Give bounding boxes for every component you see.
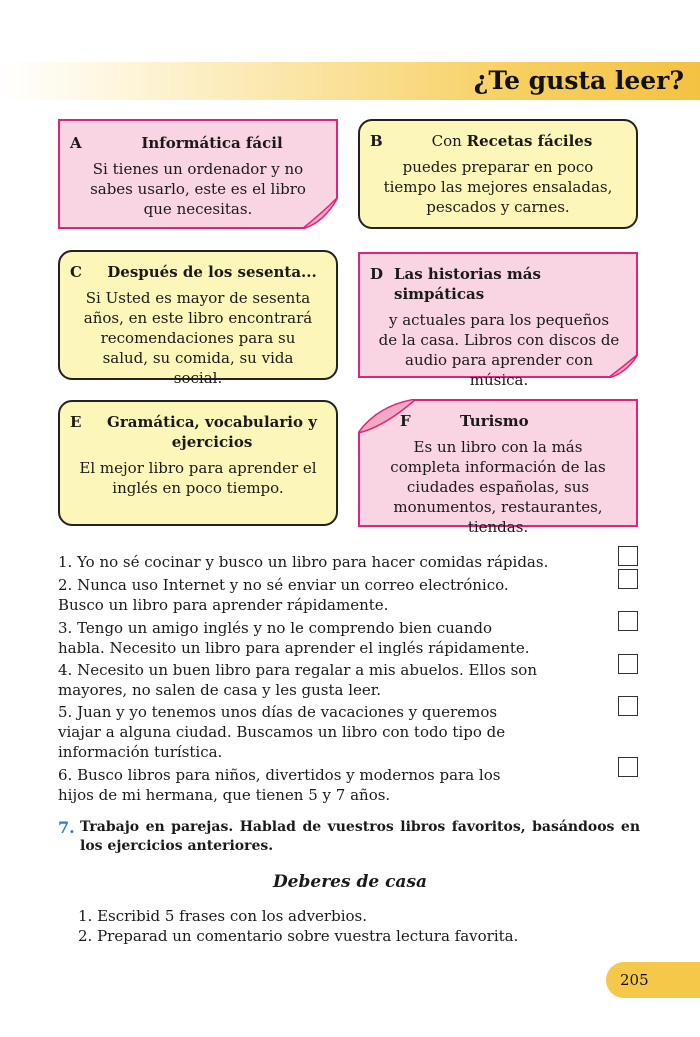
card-c (58, 250, 338, 387)
page-curl-icon (608, 354, 638, 378)
card-f (358, 399, 638, 536)
card-c-letter: C (70, 263, 82, 281)
card-e-head (70, 412, 326, 452)
card-c-title: Después de los sesenta... (107, 263, 317, 281)
page-curl-icon (302, 197, 338, 229)
card-b-title (398, 131, 626, 151)
card-e-title: Gramática, vocabulario y ejercicios (107, 413, 317, 451)
exercise-text: Trabajo en parejas. Hablad de vuestros libros favoritos, basándoos en los ejercicios anteriores. (80, 819, 640, 854)
card-a-head (70, 133, 326, 153)
homework-title: Deberes de casa (272, 872, 428, 892)
card-b-title-prefix: Con (431, 132, 467, 150)
card-a-letter: A (70, 134, 82, 152)
homework-list (78, 906, 518, 946)
page-number: 205 (606, 962, 700, 998)
card-e-letter: E (70, 413, 82, 431)
card-d-head (370, 264, 628, 304)
card-a-title: Informática fácil (141, 134, 283, 152)
card-b-letter: B (370, 132, 383, 150)
answer-checkbox[interactable] (618, 569, 638, 589)
list-item: 3. Tengo un amigo inglés y no le comprendo bien cuando habla. Necesito un libro para aprender el inglés rápidamente. (58, 619, 530, 657)
list-item: 1. Yo no sé cocinar y busco un libro para hacer comidas rápidas. (58, 553, 549, 571)
card-d-letter: D (370, 265, 384, 283)
answer-checkbox[interactable] (618, 654, 638, 674)
list-item: 4. Necesito un buen libro para regalar a mis abuelos. Ellos son mayores, no salen de casa y les gusta leer. (58, 661, 537, 699)
card-f-body: Es un libro con la más completa información de las ciudades españolas, sus monumentos, restaurantes, tiendas. (390, 438, 606, 536)
list-item: 6. Busco libros para niños, divertidos y modernos para los hijos de mi hermana, que tienen 5 y 7 años. (58, 766, 501, 804)
card-c-head (70, 262, 326, 282)
list-item: 2. Nunca uso Internet y no sé enviar un correo electrónico. Busco un libro para aprender rápidamente. (58, 576, 509, 614)
card-e-body: El mejor libro para aprender el inglés en poco tiempo. (79, 459, 317, 497)
card-f-letter: F (400, 412, 411, 430)
answer-checkbox[interactable] (618, 757, 638, 777)
card-e (58, 400, 338, 526)
card-c-body: Si Usted es mayor de sesenta años, en este libro encontrará recomendaciones para su salud, su comida, su vida social. (83, 289, 313, 387)
exercise-number: 7. (58, 818, 75, 837)
card-b-body: puedes preparar en poco tiempo las mejores ensaladas, pescados y carnes. (383, 158, 613, 216)
card-d-body: y actuales para los pequeños de la casa. Libros con discos de audio para aprender con música. (378, 311, 620, 389)
answer-checkbox[interactable] (618, 696, 638, 716)
card-f-title: Turismo (460, 412, 529, 430)
card-b (358, 119, 638, 229)
page-curl-icon (358, 399, 416, 433)
list-item: 5. Juan y yo tenemos unos días de vacaciones y queremos viajar a alguna ciudad. Buscamos un libro con todo tipo de información turística. (58, 703, 506, 761)
card-b-head (370, 131, 626, 151)
answer-checkbox[interactable] (618, 546, 638, 566)
homework-item: 1. Escribid 5 frases con los adverbios. (78, 907, 367, 925)
card-d (358, 252, 638, 389)
card-a (58, 119, 338, 229)
page-title: ¿Te gusta leer? (473, 66, 684, 95)
answer-checkbox[interactable] (618, 611, 638, 631)
card-b-title-bold: Recetas fáciles (466, 132, 593, 150)
homework-item: 2. Preparad un comentario sobre vuestra lectura favorita. (78, 927, 519, 945)
card-a-body: Si tienes un ordenador y no sabes usarlo, este es el libro que necesitas. (90, 160, 306, 218)
card-d-title: Las historias más simpáticas (394, 265, 541, 303)
exercise-7 (58, 818, 640, 856)
